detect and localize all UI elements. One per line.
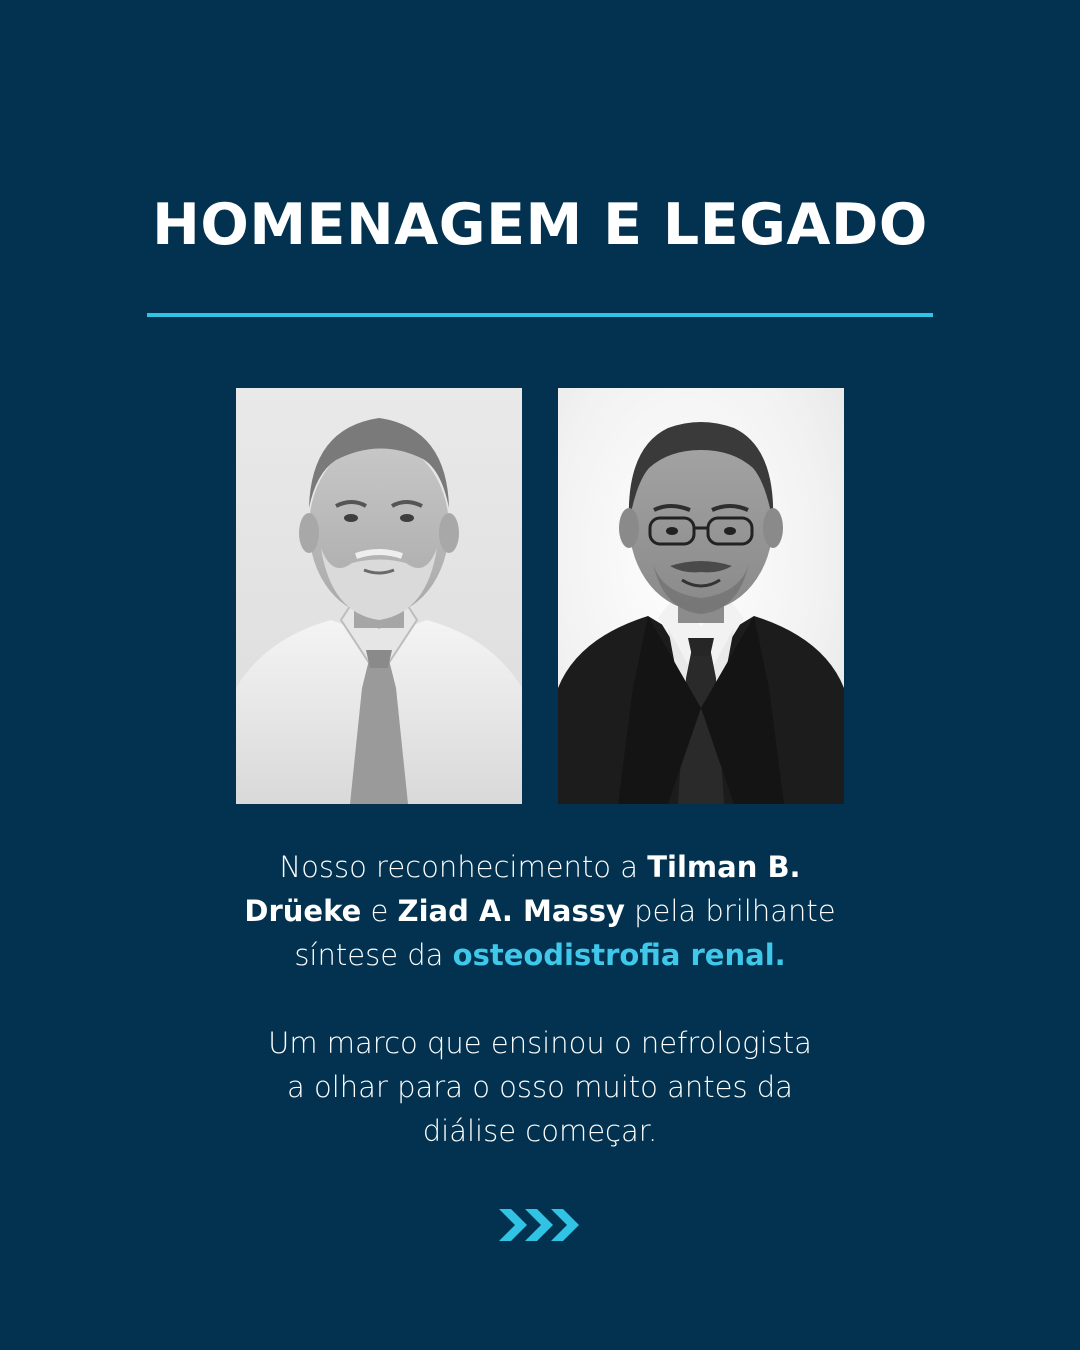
tribute-text: Nosso reconhecimento a xyxy=(279,850,648,884)
tribute-line-2 xyxy=(0,889,1080,933)
title-divider xyxy=(147,313,933,317)
highlight-topic: osteodistrofia renal. xyxy=(452,938,786,972)
author-name-1-surname: Drüeke xyxy=(244,894,362,928)
legacy-line-2: a olhar para o osso muito antes da xyxy=(287,1070,793,1104)
portrait-right-image xyxy=(558,388,844,804)
tribute-line-1 xyxy=(0,845,1080,889)
page-title: HOMENAGEM E LEGADO xyxy=(152,192,928,258)
tribute-text: e xyxy=(361,894,398,928)
portrait-left-image xyxy=(236,388,522,804)
tribute-line-3 xyxy=(0,933,1080,977)
legacy-line-1: Um marco que ensinou o nefrologista xyxy=(268,1026,812,1060)
author-name-1: Tilman B. xyxy=(647,850,801,884)
tribute-text: síntese da xyxy=(294,938,453,972)
author-name-2: Ziad A. Massy xyxy=(397,894,625,928)
tribute-text: pela brilhante xyxy=(624,894,836,928)
portrait-photo-right xyxy=(558,388,844,804)
triple-chevron-right-icon[interactable] xyxy=(497,1205,583,1245)
legacy-paragraph xyxy=(0,1021,1080,1153)
tribute-paragraph xyxy=(0,845,1080,977)
legacy-line-3: diálise começar. xyxy=(422,1114,658,1148)
portrait-photo-left xyxy=(236,388,522,804)
